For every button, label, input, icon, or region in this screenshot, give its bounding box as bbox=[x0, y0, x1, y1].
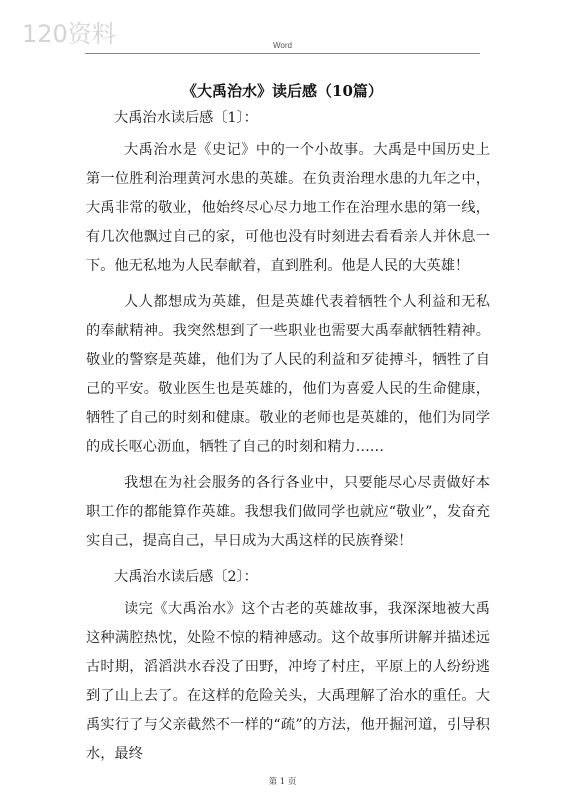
section-heading: 大禹治水读后感〔1〕： bbox=[114, 110, 258, 126]
body-paragraph: 我想在为社会服务的各行各业中，只要能尽心尽责做好本职工作的都能算作英雄。我想我们做同学也就应“敬业”，发奋充实自己，提高自己，早日成为大禹这样的民族脊梁！ bbox=[86, 475, 490, 549]
watermark-logo: 120资料 bbox=[22, 20, 116, 48]
page-number: 第 1 页 bbox=[268, 777, 297, 787]
body-paragraph: 读完《大禹治水》这个古老的英雄故事，我深深地被大禹这种满腔热忱，处险不惊的精神感动。这个故事所讲解并描述远古时期，滔滔洪水吞没了田野，冲垮了村庄，平原上的人纷纷逃到了山上去了。在这样的危险关头，大禹理解了治水的重任。大禹实行了与父亲截然不一样的“疏”的方法，他开掘河道，引导积水，最终 bbox=[86, 601, 490, 762]
section-heading: 大禹治水读后感〔2〕： bbox=[114, 569, 258, 585]
document-body bbox=[86, 104, 490, 776]
header-divider bbox=[85, 53, 480, 54]
body-paragraph: 大禹治水是《史记》中的一个小故事。大禹是中国历史上第一位胜利治理黄河水患的英雄。在负责治理水患的九年之中，大禹非常的敬业，他始终尽心尽力地工作在治理水患的第一线，有几次他飘过自己的家，可他也没有时刻进去看看亲人并休息一下。他无私地为人民奉献着，直到胜利。他是人民的大英雄！ bbox=[86, 142, 490, 274]
document-title: 《大禹治水》读后感（10篇） bbox=[182, 82, 383, 100]
body-paragraph: 人人都想成为英雄，但是英雄代表着牺牲个人利益和无私的奉献精神。我突然想到了一些职业也需要大禹奉献牺牲精神。敬业的警察是英雄，他们为了人民的利益和歹徒搏斗，牺牲了自己的平安。敬业医生也是英雄的，他们为喜爱人民的生命健康，牺牲了自己的时刻和健康。敬业的老师也是英雄的，他们为同学的成长呕心沥血，牺牲了自己的时刻和精力…… bbox=[86, 294, 490, 455]
page-header-label: Word bbox=[273, 41, 292, 50]
